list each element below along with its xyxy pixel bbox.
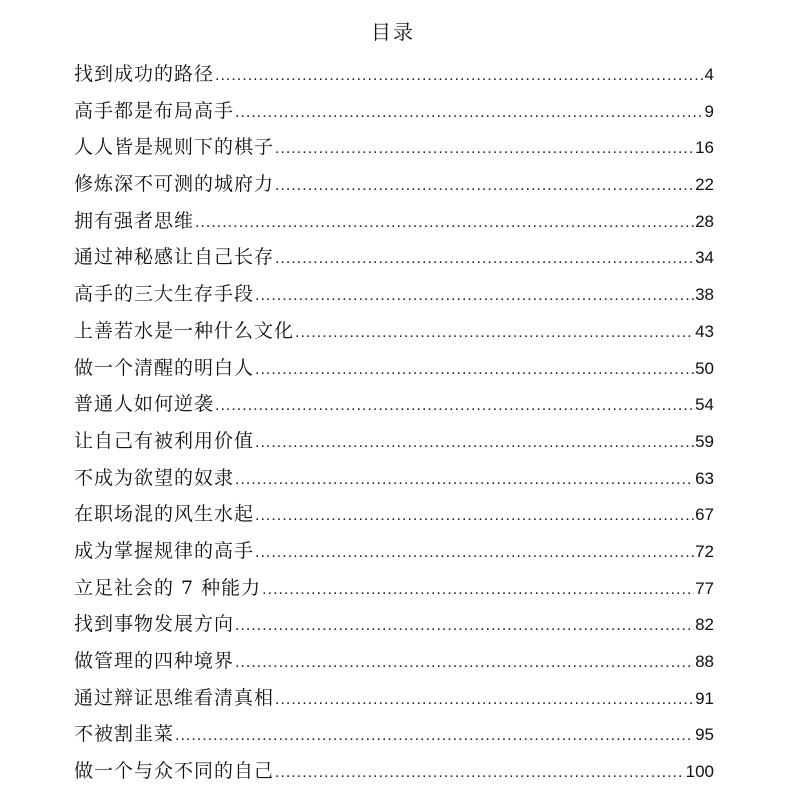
toc-entry[interactable] — [74, 753, 714, 790]
toc-dot-leader — [235, 645, 694, 682]
toc-entry-page-number: 95 — [695, 725, 714, 745]
toc-entry-page-number: 72 — [695, 541, 714, 561]
toc-entry[interactable] — [74, 423, 714, 460]
toc-entry[interactable] — [74, 716, 714, 753]
toc-entry-title: 高手都是布局高手 — [74, 99, 235, 122]
toc-entry-page-number: 54 — [695, 395, 714, 415]
toc-entry-page-number: 67 — [695, 505, 714, 525]
toc-entry-title: 成为掌握规律的高手 — [74, 539, 255, 562]
toc-dot-leader — [235, 608, 694, 645]
toc-dot-leader — [275, 241, 694, 278]
toc-dot-leader — [275, 168, 694, 205]
toc-entry-page-number: 22 — [695, 175, 714, 195]
toc-entry[interactable] — [74, 56, 714, 93]
toc-dot-leader — [275, 755, 685, 792]
toc-entry-title: 做一个清醒的明白人 — [74, 356, 255, 379]
toc-entry-page-number: 63 — [695, 468, 714, 488]
toc-entry[interactable] — [74, 129, 714, 166]
toc-entry-page-number: 100 — [685, 762, 714, 782]
toc-entry-page-number: 77 — [695, 578, 714, 598]
toc-dot-leader — [255, 352, 694, 389]
toc-entry-page-number: 9 — [704, 101, 714, 121]
toc-dot-leader — [255, 498, 694, 535]
toc-entry-page-number: 88 — [695, 652, 714, 671]
toc-entry[interactable] — [74, 643, 714, 680]
toc-dot-leader — [255, 535, 694, 572]
toc-entry-page-number: 16 — [695, 138, 714, 158]
toc-dot-leader — [275, 682, 694, 719]
toc-entry-title: 普通人如何逆袭 — [74, 393, 215, 416]
toc-entry[interactable] — [74, 350, 714, 387]
toc-entry-title: 人人皆是规则下的棋子 — [74, 136, 275, 159]
toc-dot-leader — [195, 205, 694, 242]
toc-entry-title: 不成为欲望的奴隶 — [74, 466, 235, 489]
toc-dot-leader — [295, 315, 694, 352]
toc-entry-title: 让自己有被利用价值 — [74, 429, 255, 452]
toc-entry-page-number: 50 — [695, 358, 714, 378]
toc-entry-page-number: 82 — [695, 615, 714, 635]
toc-entry-title: 做一个与众不同的自己 — [74, 760, 275, 783]
toc-dot-leader — [255, 425, 694, 462]
toc-entry-title: 立足社会的 7 种能力 — [74, 576, 262, 599]
toc-dot-leader — [175, 718, 694, 755]
toc-entry[interactable] — [74, 386, 714, 423]
toc-entry-page-number: 4 — [704, 65, 714, 84]
toc-entry-title: 做管理的四种境界 — [74, 650, 235, 672]
toc-dot-leader — [235, 462, 694, 499]
toc-entry-page-number: 34 — [695, 248, 714, 268]
toc-entry-title: 找到成功的路径 — [74, 63, 215, 85]
toc-entry[interactable] — [74, 166, 714, 203]
toc-entry[interactable] — [74, 203, 714, 240]
toc-entry[interactable] — [74, 93, 714, 130]
toc-entry-title: 高手的三大生存手段 — [74, 283, 255, 306]
toc-entry-title: 在职场混的风生水起 — [74, 503, 255, 526]
toc-entry-page-number: 28 — [695, 211, 714, 231]
toc-entry-title: 不被割韭菜 — [74, 723, 175, 746]
toc-entry[interactable] — [74, 533, 714, 570]
toc-entry[interactable] — [74, 680, 714, 717]
toc-entry[interactable] — [74, 460, 714, 497]
toc-list — [74, 56, 714, 790]
toc-entry[interactable] — [74, 313, 714, 350]
toc-dot-leader — [235, 95, 704, 132]
toc-entry-page-number: 59 — [695, 431, 714, 451]
toc-dot-leader — [215, 388, 694, 425]
toc-entry-page-number: 91 — [695, 688, 714, 708]
toc-entry-title: 上善若水是一种什么文化 — [74, 319, 295, 342]
toc-dot-leader — [275, 131, 694, 168]
toc-entry-title: 找到事物发展方向 — [74, 613, 235, 636]
toc-entry-page-number: 38 — [695, 285, 714, 305]
toc-entry[interactable] — [74, 606, 714, 643]
toc-entry-title: 通过神秘感让自己长存 — [74, 246, 275, 269]
toc-entry-title: 通过辩证思维看清真相 — [74, 686, 275, 709]
toc-dot-leader — [255, 278, 694, 315]
toc-entry-page-number: 43 — [695, 321, 714, 341]
toc-title: 目录 — [371, 20, 415, 44]
toc-entry[interactable] — [74, 276, 714, 313]
toc-entry[interactable] — [74, 570, 714, 607]
toc-entry[interactable] — [74, 496, 714, 533]
toc-entry-title: 修炼深不可测的城府力 — [74, 173, 275, 196]
toc-dot-leader — [262, 572, 694, 609]
toc-entry[interactable] — [74, 239, 714, 276]
toc-entry-title: 拥有强者思维 — [74, 209, 195, 232]
toc-dot-leader — [215, 58, 704, 95]
